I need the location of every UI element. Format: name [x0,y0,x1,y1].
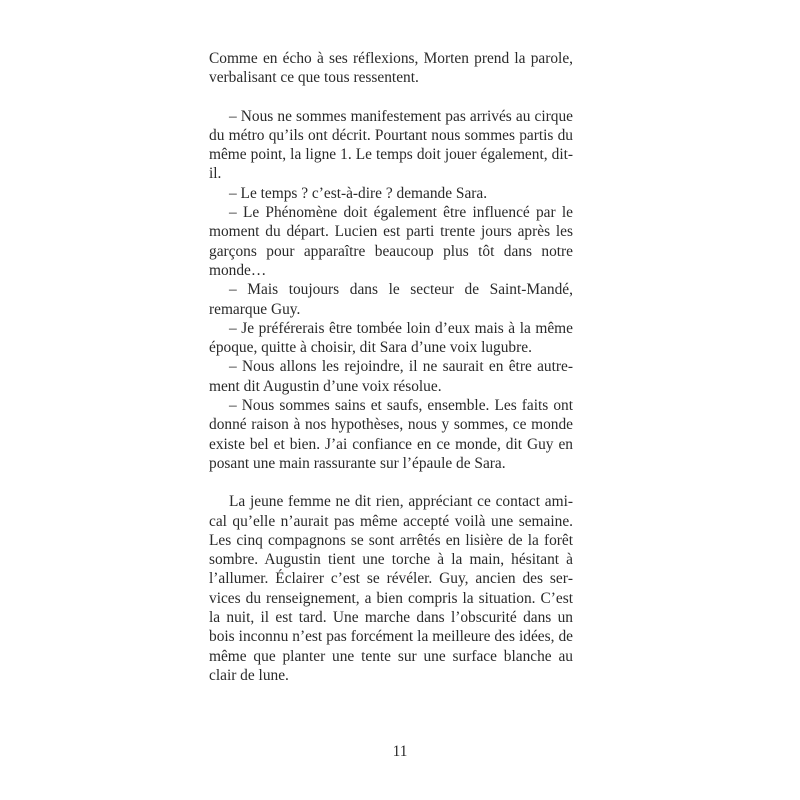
dialogue-line-sara-lugubre: – Je préférerais être tombée loin d’eux mais à la même époque, quitte à choisir, dit Sara d’une voix lugubre. [209,319,573,357]
page-number: 11 [392,743,408,760]
page-text-block [209,49,573,685]
opening-paragraph: Comme en écho à ses réflexions, Morten prend la parole, verbalisant ce que tous ressentent. [209,50,573,87]
dialogue-line-phenomene: – Le Phénomène doit également être influencé par le moment du départ. Lucien est parti trente jours après les garçons pour apparaître beaucoup plus tôt dans notre monde… [209,204,573,279]
dialogue-line-augustin: – Nous allons les rejoindre, il ne saurait en être autrement dit Augustin d’une voix résolue. [209,358,573,395]
dialogue-line-guy-confiance: – Nous sommes sains et saufs, ensemble. Les faits ont donné raison à nos hypothèses, nous y sommes, ce monde existe bel et bien. J’ai confiance en ce monde, dit Guy en posant une main rassurante sur l’épaule de Sara. [209,397,573,472]
paragraph-gap [209,88,573,107]
dialogue-line-morten: – Nous ne sommes manifestement pas arrivés au cirque du métro qu’ils ont décrit. Pourtant nous sommes partis du même point, la ligne 1. Le temps doit jouer également, dit-il. [209,107,573,183]
dialogue-line-sara-question: – Le temps ? c’est-à-dire ? demande Sara. [229,184,488,202]
closing-paragraph: La jeune femme ne dit rien, appréciant ce contact amical qu’elle n’aurait pas même accepté voilà une semaine. Les cinq compagnons se sont arrêtés en lisière de la forêt sombre. Augustin tient une torche à la main, hésitant à l’allumer. Éclairer c’est se révéler. Guy, ancien des services du renseignement, a bien compris la situation. C’est la nuit, il est tard. Une marche dans l’obscurité dans un bois inconnu n’est pas forcément la meilleure des idées, de même que planter une tente sur une surface blanche au clair de lune. [209,493,573,684]
dialogue-line-guy-remark: – Mais toujours dans le secteur de Saint-Mandé, remarque Guy. [209,281,573,318]
paragraph-gap [209,473,573,492]
